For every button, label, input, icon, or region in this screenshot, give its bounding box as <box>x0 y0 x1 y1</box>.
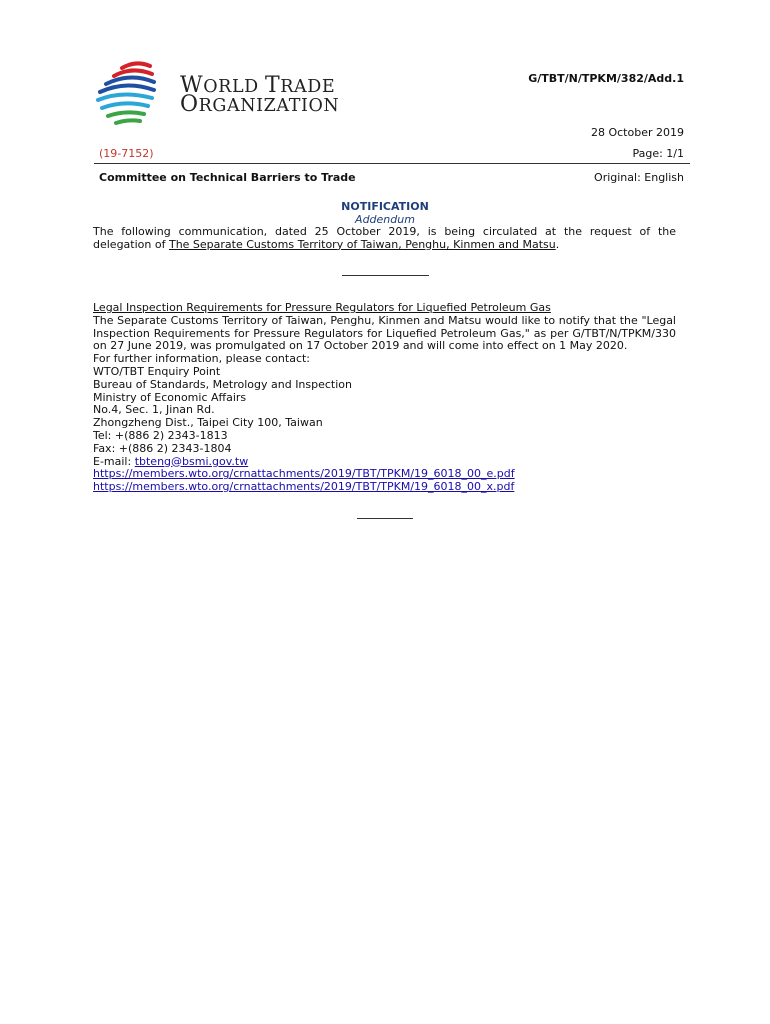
end-divider <box>357 518 413 519</box>
contact-line: WTO/TBT Enquiry Point <box>93 364 221 378</box>
contact-fax: Fax: +(886 2) 2343-1804 <box>93 441 232 455</box>
notification-subtitle: Addendum <box>355 213 415 226</box>
committee-name: Committee on Technical Barriers to Trade <box>99 171 356 184</box>
contact-phone: Tel: +(886 2) 2343-1813 <box>93 428 228 442</box>
organization-name-line2: ORGANIZATION <box>180 92 340 117</box>
intro-paragraph: The following communication, dated 25 October 2019, is being circulated at the request of the delegation of The Separate Customs Territory of Taiwan, Penghu, Kinmen and Matsu. <box>93 225 676 251</box>
contact-line: Zhongzheng Dist., Taipei City 100, Taiwan <box>93 416 323 430</box>
measure-title: Legal Inspection Requirements for Pressure Regulators for Liquefied Petroleum Gas <box>93 301 551 314</box>
contact-line: No.4, Sec. 1, Jinan Rd. <box>93 403 215 417</box>
original-language: Original: English <box>594 171 684 184</box>
measure-description: The Separate Customs Territory of Taiwan, Penghu, Kinmen and Matsu would like to notify that the "Legal Inspection Requirements for Pressure Regulators for Liquefied Petroleum Gas," as per G/TBT/N/TPKM/330 on 27 June 2019, was promulgated on 17 October 2019 and will come into effect on 1 May 2020. <box>93 313 676 353</box>
notification-title: NOTIFICATION <box>341 200 429 213</box>
email-line: E-mail: tbteng@bsmi.gov.tw <box>93 454 249 468</box>
attachment-link-english[interactable]: https://members.wto.org/crnattachments/2019/TBT/TPKM/19_6018_00_e.pdf <box>93 467 515 481</box>
contact-line: Ministry of Economic Affairs <box>93 390 247 404</box>
page-indicator: Page: 1/1 <box>632 147 684 160</box>
wto-logo-icon <box>92 58 170 130</box>
contact-line: Bureau of Standards, Metrology and Inspection <box>93 377 353 391</box>
member-name: The Separate Customs Territory of Taiwan, Penghu, Kinmen and Matsu <box>168 237 556 251</box>
organization-name-line1: WORLD TRADE <box>180 73 336 98</box>
document-reference: (19-7152) <box>99 147 154 160</box>
notification-body <box>93 302 676 494</box>
email-link[interactable]: tbteng@bsmi.gov.tw <box>134 454 249 468</box>
contact-intro: For further information, please contact: <box>93 352 311 366</box>
document-symbol: G/TBT/N/TPKM/382/Add.1 <box>528 72 684 85</box>
document-date: 28 October 2019 <box>590 126 684 139</box>
header-divider <box>94 163 690 164</box>
section-divider <box>342 275 429 276</box>
attachment-link-original[interactable]: https://members.wto.org/crnattachments/2019/TBT/TPKM/19_6018_00_x.pdf <box>93 480 515 494</box>
